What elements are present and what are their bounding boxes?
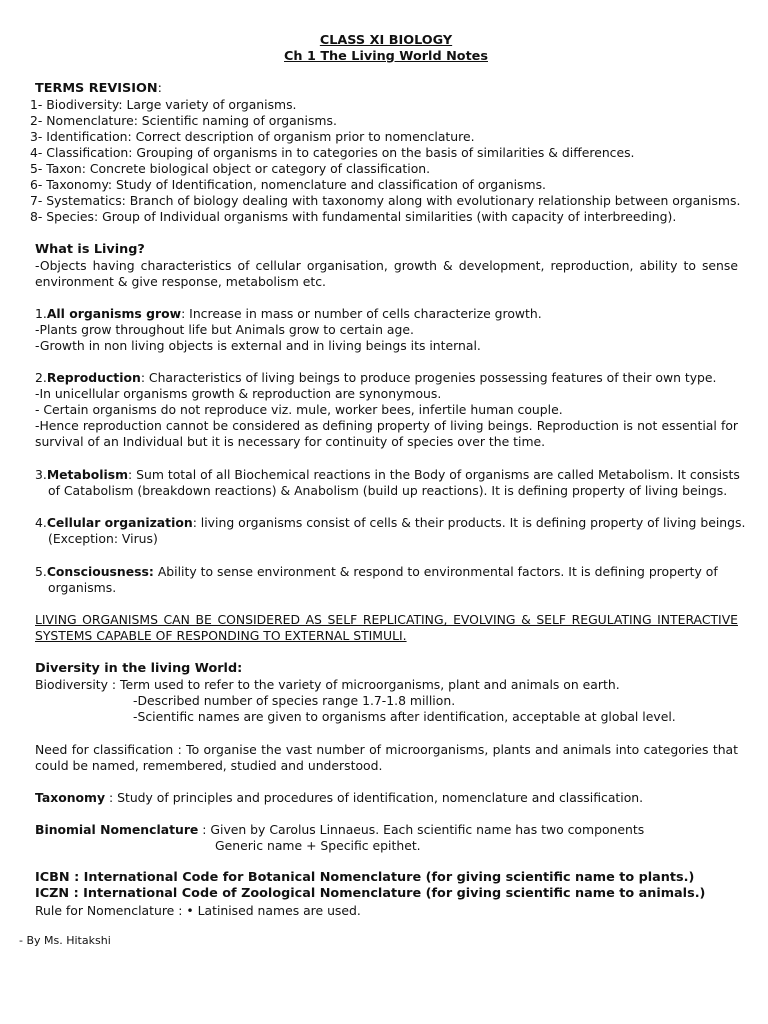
reproduction-note: -In unicellular organisms growth & reproduction are synonymous. xyxy=(35,386,442,401)
consciousness-point: 5.Consciousness: Ability to sense environment & respond to environmental factors. It is defining property of xyxy=(35,564,718,579)
binomial-components: Generic name + Specific epithet. xyxy=(215,838,421,853)
metabolism-continuation: of Catabolism (breakdown reactions) & Anabolism (build up reactions). It is defining property of living beings. xyxy=(48,483,728,498)
term-item: 6- Taxonomy: Study of Identification, nomenclature and classification of organisms. xyxy=(30,177,546,192)
document-title: CLASS XI BIOLOGY xyxy=(319,33,453,48)
term-item: 1- Biodiversity: Large variety of organisms. xyxy=(30,97,297,112)
growth-point: 1.All organisms grow: Increase in mass or number of cells characterize growth. xyxy=(35,306,542,321)
icbn-code: ICBN : International Code for Botanical Nomenclature (for giving scientific name to plants.) xyxy=(35,870,695,885)
living-definition: -Objects having characteristics of cellular organisation, growth & development, reproduction, ability to sense environment & give response, metabolism etc. xyxy=(35,258,738,290)
cellular-exception: (Exception: Virus) xyxy=(48,531,158,546)
terms-heading: TERMS REVISION: xyxy=(35,81,162,96)
growth-note: -Plants grow throughout life but Animals grow to certain age. xyxy=(35,322,414,337)
term-item: 7- Systematics: Branch of biology dealing with taxonomy along with evolutionary relationship between organisms. xyxy=(30,193,741,208)
nomenclature-rule: Rule for Nomenclature : • Latinised names are used. xyxy=(35,903,361,918)
living-heading: What is Living? xyxy=(35,242,145,257)
term-item: 3- Identification: Correct description of organism prior to nomenclature. xyxy=(30,129,475,144)
iczn-code: ICZN : International Code of Zoological Nomenclature (for giving scientific name to animals.) xyxy=(35,886,706,901)
term-item: 2- Nomenclature: Scientific naming of organisms. xyxy=(30,113,337,128)
need-for-classification: Need for classification : To organise the vast number of microorganisms, plants and animals into categories that could be named, remembered, studied and understood. xyxy=(35,742,738,774)
diversity-heading: Diversity in the living World: xyxy=(35,661,243,676)
reproduction-point: 2.Reproduction: Characteristics of living beings to produce progenies possessing features of their own type. xyxy=(35,370,717,385)
binomial-nomenclature: Binomial Nomenclature : Given by Carolus Linnaeus. Each scientific name has two components xyxy=(35,822,645,837)
term-item: 8- Species: Group of Individual organisms with fundamental similarities (with capacity of interbreeding). xyxy=(30,209,677,224)
living-organisms-definition: LIVING ORGANISMS CAN BE CONSIDERED AS SELF REPLICATING, EVOLVING & SELF REGULATING INTERACTIVE SYSTEMS CAPABLE OF RESPONDING TO EXTERNAL STIMULI. xyxy=(35,612,738,644)
cellular-organization-point: 4.Cellular organization: living organisms consist of cells & their products. It is defining property of living beings. xyxy=(35,515,746,530)
reproduction-note: - Certain organisms do not reproduce viz. mule, worker bees, infertile human couple. xyxy=(35,402,563,417)
term-item: 5- Taxon: Concrete biological object or category of classification. xyxy=(30,161,431,176)
metabolism-point: 3.Metabolism: Sum total of all Biochemical reactions in the Body of organisms are called Metabolism. It consists xyxy=(35,467,740,482)
taxonomy-definition: Taxonomy : Study of principles and procedures of identification, nomenclature and classification. xyxy=(35,790,644,805)
reproduction-conclusion: -Hence reproduction cannot be considered as defining property of living beings. Reproduction is not essential for survival of an Individual but it is necessary for continuity of species over the time. xyxy=(35,418,738,450)
growth-note: -Growth in non living objects is external and in living beings its internal. xyxy=(35,338,481,353)
biodiversity-definition: Biodiversity : Term used to refer to the variety of microorganisms, plant and animals on earth. xyxy=(35,677,620,692)
author-footer: - By Ms. Hitakshi xyxy=(19,934,111,947)
scientific-names-note: -Scientific names are given to organisms after identification, acceptable at global level. xyxy=(133,709,676,724)
species-count-note: -Described number of species range 1.7-1.8 million. xyxy=(133,693,456,708)
term-item: 4- Classification: Grouping of organisms in to categories on the basis of similarities & differences. xyxy=(30,145,635,160)
chapter-title: Ch 1 The Living World Notes xyxy=(284,49,488,64)
consciousness-continuation: organisms. xyxy=(48,580,117,595)
